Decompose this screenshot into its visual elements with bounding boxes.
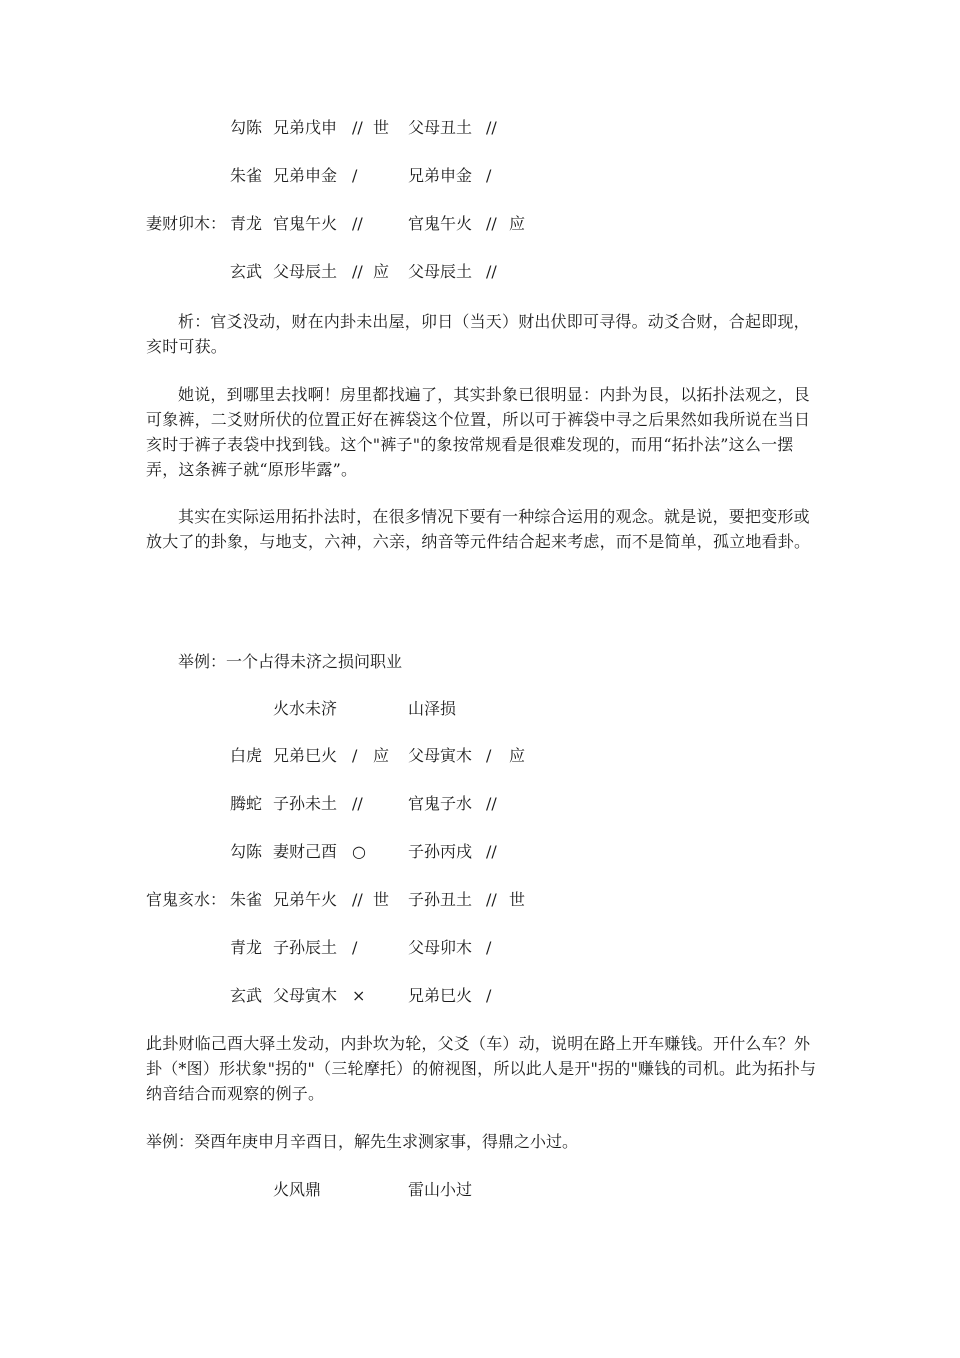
liuqin-right: 官鬼午火: [408, 214, 473, 233]
liuqin-right: 官鬼子水: [408, 794, 473, 813]
yao-left: ×: [352, 986, 366, 1005]
liuqin-right: 子孙丙戌: [408, 842, 473, 861]
example-heading: 举例：一个占得未济之损问职业: [178, 652, 403, 671]
liuqin-right: 子孙丑土: [408, 890, 473, 909]
liuqin-right: 父母辰土: [408, 262, 473, 281]
shi-ying-right: 应: [509, 746, 526, 765]
liuqin-right: 兄弟巳火: [408, 986, 473, 1005]
shi-ying-left: 世: [373, 890, 390, 909]
liuqin-left: 官鬼午火: [273, 214, 338, 233]
six-god: 青龙: [230, 938, 263, 957]
liuqin-right: 父母寅木: [408, 746, 473, 765]
liuqin-right: 兄弟申金: [408, 166, 473, 185]
yao-left: /: [352, 746, 358, 765]
example-analysis-paragraph: 此卦财临己酉大驿土发动，内卦坎为轮，父爻（车）动，说明在路上开车赚钱。开什么车？外卦（*图）形状象"拐的"（三轮摩托）的俯视图，所以此人是开"拐的"赚钱的司机。此为拓扑与纳音结合而观察的例子。: [146, 1034, 817, 1103]
ben-gua-title: 火水未济: [273, 699, 338, 718]
bian-gua-title-2: 雷山小过: [408, 1180, 473, 1199]
six-god: 朱雀: [230, 890, 263, 909]
six-god: 勾陈: [230, 842, 263, 861]
liuqin-left: 父母寅木: [273, 986, 338, 1005]
analysis-paragraph: 析：官爻没动，财在内卦未出屋，卯日（当天）财出伏即可寻得。动爻合财，合起即现，亥时可获。: [146, 312, 810, 356]
yao-right: //: [486, 842, 497, 861]
example-heading-2: 举例：癸酉年庚申月辛酉日，解先生求测家事，得鼎之小过。: [146, 1132, 579, 1151]
yao-left: //: [352, 118, 363, 137]
six-god: 白虎: [230, 746, 263, 765]
ben-gua-title-2: 火风鼎: [273, 1180, 322, 1199]
fushen-prefix: 官鬼亥水：: [146, 890, 227, 909]
yao-left: /: [352, 166, 358, 185]
six-god: 玄武: [230, 986, 263, 1005]
six-god: 勾陈: [230, 118, 263, 137]
yao-right: /: [486, 166, 492, 185]
shi-ying-left: 世: [373, 118, 390, 137]
story-paragraph: 她说，到哪里去找啊！房里都找遍了，其实卦象已很明显：内卦为艮，以拓扑法观之，艮可象裤，二爻财所伏的位置正好在裤袋这个位置，所以可于裤袋中寻之后果然如我所说在当日亥时于裤子表袋中找到钱。这个"裤子"的象按常规看是很难发现的，而用“拓扑法”这么一摆弄，这条裤子就“原形毕露”。: [146, 385, 811, 479]
six-god: 朱雀: [230, 166, 263, 185]
yao-left: //: [352, 794, 363, 813]
yao-right: //: [486, 214, 497, 233]
yao-right: /: [486, 746, 492, 765]
yao-right: /: [486, 938, 492, 957]
liuqin-left: 妻财己酉: [273, 842, 338, 861]
liuqin-left: 子孙辰土: [273, 938, 338, 957]
shi-ying-right: 世: [509, 890, 526, 909]
yao-right: //: [486, 118, 497, 137]
shi-ying-right: 应: [509, 214, 526, 233]
liuqin-left: 子孙未土: [273, 794, 338, 813]
liuqin-left: 兄弟申金: [273, 166, 338, 185]
yao-left: //: [352, 214, 363, 233]
liuqin-right: 父母丑土: [408, 118, 473, 137]
liuqin-right: 父母卯木: [408, 938, 473, 957]
yao-left: //: [352, 890, 363, 909]
liuqin-left: 父母辰土: [273, 262, 338, 281]
yao-right: /: [486, 986, 492, 1005]
yao-right: //: [486, 890, 497, 909]
yao-right: //: [486, 262, 497, 281]
fushen-prefix: 妻财卯木：: [146, 214, 227, 233]
yao-left: ○: [352, 842, 366, 861]
liuqin-left: 兄弟巳火: [273, 746, 338, 765]
yao-left: /: [352, 938, 358, 957]
six-god: 玄武: [230, 262, 263, 281]
yao-right: //: [486, 794, 497, 813]
bian-gua-title: 山泽损: [408, 699, 457, 718]
yao-left: //: [352, 262, 363, 281]
liuqin-left: 兄弟戊申: [273, 118, 338, 137]
liuqin-left: 兄弟午火: [273, 890, 338, 909]
shi-ying-left: 应: [373, 262, 390, 281]
method-paragraph: 其实在实际运用拓扑法时，在很多情况下要有一种综合运用的观念。就是说，要把变形或放大了的卦象，与地支，六神，六亲，纳音等元件结合起来考虑，而不是简单，孤立地看卦。: [146, 507, 811, 551]
six-god: 腾蛇: [230, 794, 263, 813]
six-god: 青龙: [230, 214, 263, 233]
shi-ying-left: 应: [373, 746, 390, 765]
